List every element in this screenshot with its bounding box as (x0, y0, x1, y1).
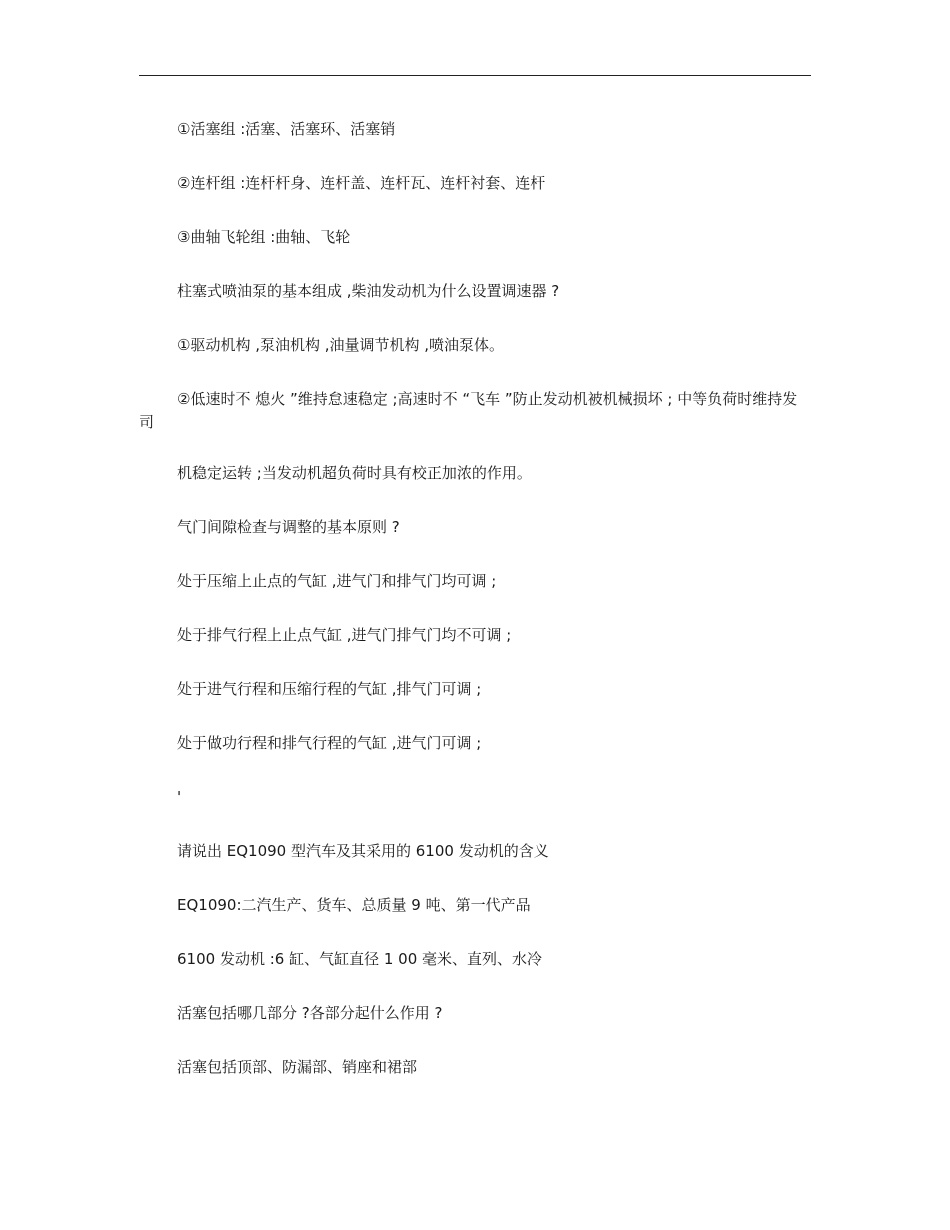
document-body (139, 118, 811, 1110)
paragraph: ②低速时不 熄火 ”维持怠速稳定 ;高速时不 “飞车 ”防止发动机被机械损坏 ; 中等负荷时维持发司 (139, 390, 798, 431)
paragraph: 请说出 EQ1090 型汽车及其采用的 6100 发动机的含义 (177, 842, 549, 860)
paragraph: ②连杆组 :连杆杆身、连杆盖、连杆瓦、连杆衬套、连杆 (177, 174, 546, 192)
paragraph: 处于进气行程和压缩行程的气缸 ,排气门可调 ; (177, 680, 482, 698)
paragraph: 柱塞式喷油泵的基本组成 ,柴油发动机为什么设置调速器 ? (177, 282, 560, 300)
paragraph: 处于压缩上止点的气缸 ,进气门和排气门均可调 ; (177, 572, 497, 590)
header-rule (139, 75, 811, 76)
paragraph: 气门间隙检查与调整的基本原则 ? (177, 518, 400, 536)
stray-mark: ' (177, 788, 182, 806)
paragraph: 6100 发动机 :6 缸、气缸直径 1 00 毫米、直列、水冷 (177, 950, 543, 968)
paragraph: 处于做功行程和排气行程的气缸 ,进气门可调 ; (177, 734, 482, 752)
paragraph: 活塞包括哪几部分 ?各部分起什么作用 ? (177, 1004, 443, 1022)
paragraph: ①活塞组 :活塞、活塞环、活塞销 (177, 120, 396, 138)
paragraph: 处于排气行程上止点气缸 ,进气门排气门均不可调 ; (177, 626, 512, 644)
paragraph: 机稳定运转 ;当发动机超负荷时具有校正加浓的作用。 (177, 464, 532, 482)
paragraph: ①驱动机构 ,泵油机构 ,油量调节机构 ,喷油泵体。 (177, 336, 505, 354)
paragraph: EQ1090:二汽生产、货车、总质量 9 吨、第一代产品 (177, 896, 531, 914)
paragraph: ③曲轴飞轮组 :曲轴、飞轮 (177, 228, 351, 246)
paragraph: 活塞包括顶部、防漏部、销座和裙部 (177, 1058, 418, 1076)
